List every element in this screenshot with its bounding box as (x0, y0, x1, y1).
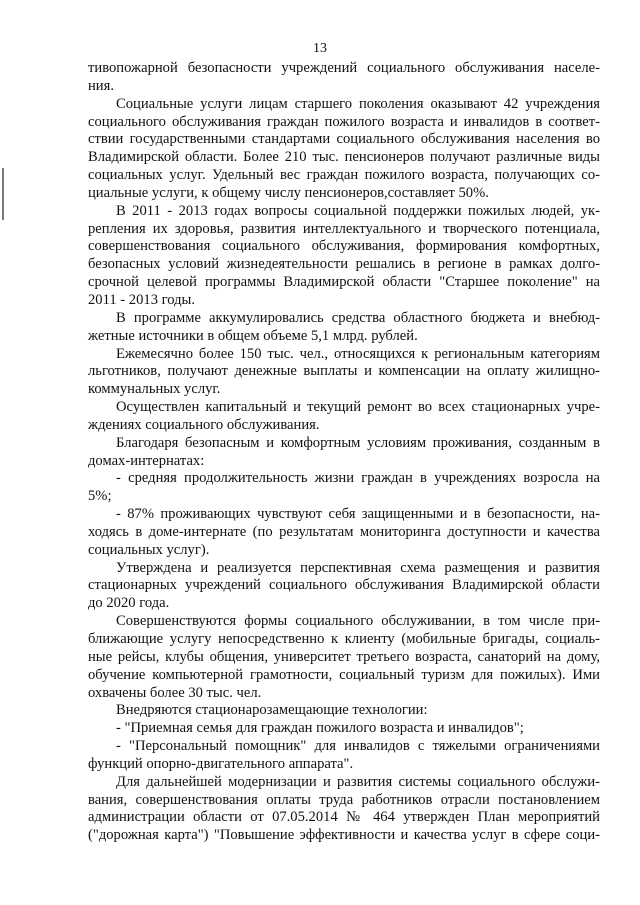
paragraph (88, 60, 600, 96)
text-line: обучение компьютерной грамотности, социальный туризм для пожилых). Ими (88, 666, 600, 683)
text-line: репления их здоровья, развития интеллектуального и творческого потенциала, (88, 220, 600, 237)
text-line: срочной целевой программы Владимирской области "Старшее поколение" на (88, 274, 600, 291)
text-line: Утверждена и реализуется перспективная схема размещения и развития (116, 559, 600, 576)
paragraph (88, 720, 600, 738)
text-line: администрации области от 07.05.2014 № 464 утвержден План мероприятий (88, 809, 600, 826)
text-line: ходясь в доме-интернате (по результатам мониторинга доступности и качества (88, 523, 600, 540)
paragraph (88, 96, 600, 203)
text-line: жетные источники в общем объеме 5,1 млрд. рублей. (88, 327, 418, 344)
text-line: охвачены более 30 тыс. чел. (88, 684, 262, 701)
text-line: вания, совершенствования оплаты труда работников отрасли постановлением (88, 791, 600, 808)
text-line: В программе аккумулировались средства областного бюджета и внебюд- (116, 309, 600, 326)
text-line: социальных услуг). (88, 541, 210, 558)
text-line: коммунальных услуг. (88, 381, 221, 398)
text-line: 2011 - 2013 годы. (88, 291, 196, 308)
text-line: социальных услуг. Удельный вес граждан пожилого возраста, получающих со- (88, 167, 600, 184)
text-line: ные рейсы, клубы общения, университет третьего возраста, санаторий на дому, (88, 648, 600, 665)
paragraph (88, 310, 600, 346)
paragraph (88, 702, 600, 720)
text-line: Внедряются стационарозамещающие технологии: (116, 702, 428, 719)
page-number: 13 (313, 41, 327, 56)
text-line: стационарных учреждений социального обслуживания Владимирской области (88, 577, 600, 594)
text-line: ствии государственными стандартами социального обслуживания населения во (88, 131, 600, 148)
text-line: - средняя продолжительность жизни граждан в учреждениях возросла на (116, 470, 600, 487)
paragraph (88, 738, 600, 774)
text-line: Благодаря безопасным и комфортным условиям проживания, созданным в (116, 434, 600, 451)
margin-mark (2, 168, 4, 220)
text-line: Социальные услуги лицам старшего поколения оказывают 42 учреждения (116, 95, 600, 112)
text-line: Совершенствуются формы социального обслуживании, в том числе при- (116, 613, 600, 630)
text-line: льготников, получают денежные выплаты и компенсации на оплату жилищно- (88, 363, 600, 380)
paragraph (88, 560, 600, 614)
text-line: Ежемесячно более 150 тыс. чел., относящихся к региональным категориям (116, 345, 600, 362)
text-line: - "Приемная семья для граждан пожилого возраста и инвалидов"; (116, 720, 524, 737)
text-line: - 87% проживающих чувствуют себя защищенными и в безопасности, на- (116, 506, 600, 523)
text-line: безопасных условий жизнедеятельности решались в регионе в рамках долго- (88, 256, 600, 273)
text-line: ждениях социального обслуживания. (88, 416, 320, 433)
document-body (88, 60, 600, 845)
text-line: тивопожарной безопасности учреждений социального обслуживания населе- (88, 60, 600, 76)
paragraph (88, 435, 600, 471)
text-line: совершенствования социального обслуживания, формирования комфортных, (88, 238, 600, 255)
text-line: циальные услуги, к общему числу пенсионеров,составляет 50%. (88, 184, 489, 201)
text-line: В 2011 - 2013 годах вопросы социальной поддержки пожилых людей, ук- (116, 202, 600, 219)
text-line: Осуществлен капитальный и текущий ремонт во всех стационарных учре- (116, 399, 600, 416)
paragraph (88, 399, 600, 435)
paragraph (88, 470, 600, 506)
text-line: до 2020 года. (88, 595, 170, 612)
paragraph (88, 506, 600, 560)
text-line: ("дорожная карта") "Повышение эффективности и качества услуг в сфере соци- (88, 827, 600, 844)
text-line: Владимирской области. Более 210 тыс. пенсионеров получают различные виды (88, 149, 600, 166)
paragraph (88, 774, 600, 845)
paragraph (88, 613, 600, 702)
text-line: - "Персональный помощник" для инвалидов с тяжелыми ограничениями (116, 738, 600, 755)
text-line: домах-интернатах: (88, 452, 205, 469)
text-line: функций опорно-двигательного аппарата". (88, 755, 354, 772)
text-line: 5%; (88, 488, 112, 505)
text-line: ния. (88, 77, 114, 94)
text-line: Для дальнейшей модернизации и развития системы социального обслужи- (116, 773, 600, 790)
paragraph (88, 346, 600, 400)
paragraph (88, 203, 600, 310)
text-line: социального обслуживания граждан пожилого возраста и инвалидов в соответ- (88, 113, 600, 130)
text-line: ближающие услугу непосредственно к клиенту (мобильные бригады, социаль- (88, 631, 600, 647)
